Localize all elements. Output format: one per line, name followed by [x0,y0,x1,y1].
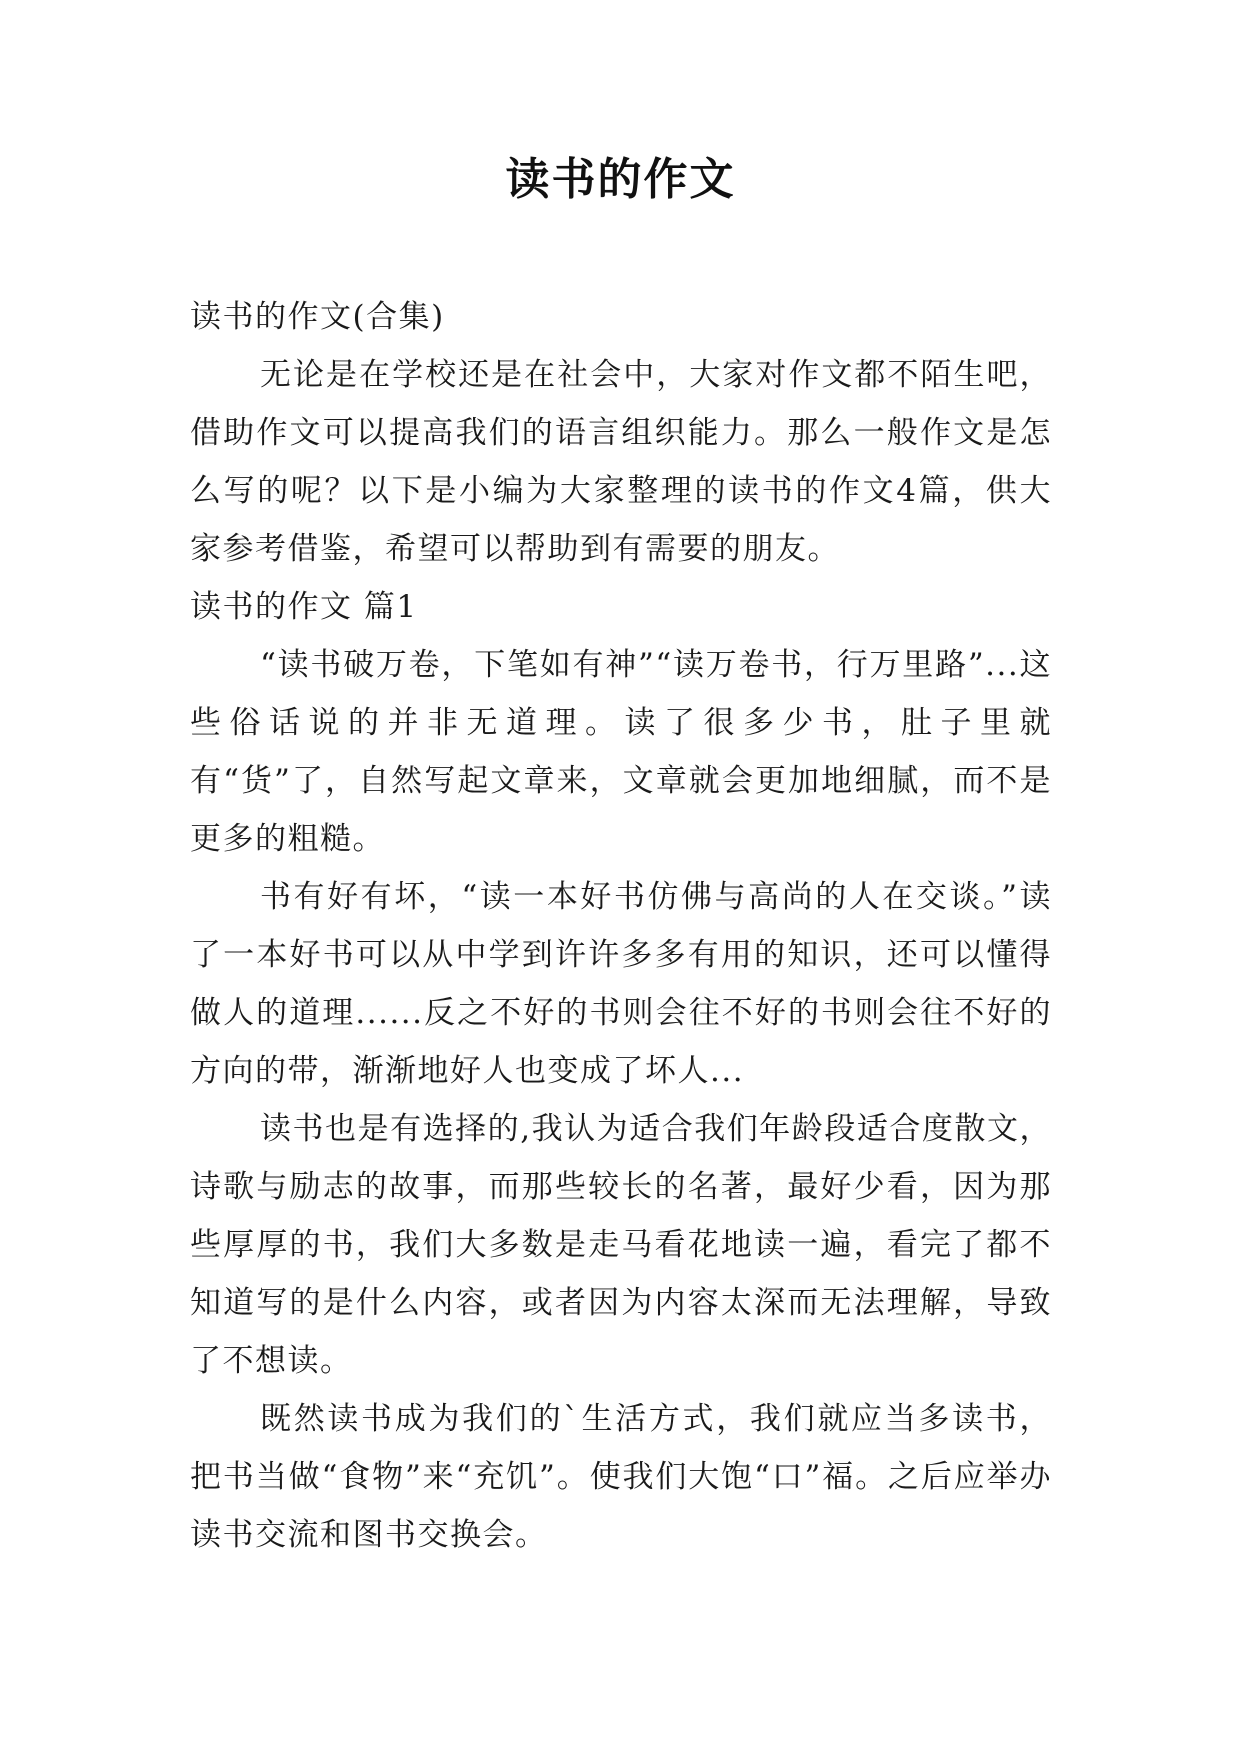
document-title: 读书的作文 [505,154,736,205]
paragraph-2: 书有好有坏，“读一本好书仿佛与高尚的人在交谈。”读了一本好书可以从中学到许许多多有用的知识，还可以懂得做人的道理......反之不好的书则会往不好的书则会往不好的方向的带，渐渐地好人也变成了坏人... [190,879,1052,1089]
intro-paragraph: 无论是在学校还是在社会中，大家对作文都不陌生吧，借助作文可以提高我们的语言组织能力。那么一般作文是怎么写的呢？以下是小编为大家整理的读书的作文4篇，供大家参考借鉴，希望可以帮助到有需要的朋友。 [190,357,1052,567]
paragraph-4: 既然读书成为我们的`生活方式，我们就应当多读书，把书当做“食物”来“充饥”。使我们大饱“口”福。之后应举办读书交流和图书交换会。 [190,1401,1052,1553]
document-subtitle: 读书的作文(合集) [190,299,445,335]
paragraph-1: “读书破万卷，下笔如有神”“读万卷书，行万里路”...这些俗话说的并非无道理。读了很多少书，肚子里就有“货”了，自然写起文章来，文章就会更加地细腻，而不是更多的粗糙。 [190,647,1052,857]
document-body [190,288,1052,1564]
paragraph-3: 读书也是有选择的,我认为适合我们年龄段适合度散文，诗歌与励志的故事，而那些较长的名著，最好少看，因为那些厚厚的书，我们大多数是走马看花地读一遍，看完了都不知道写的是什么内容，或者因为内容太深而无法理解，导致了不想读。 [190,1111,1052,1379]
section-heading: 读书的作文 篇1 [190,589,418,625]
